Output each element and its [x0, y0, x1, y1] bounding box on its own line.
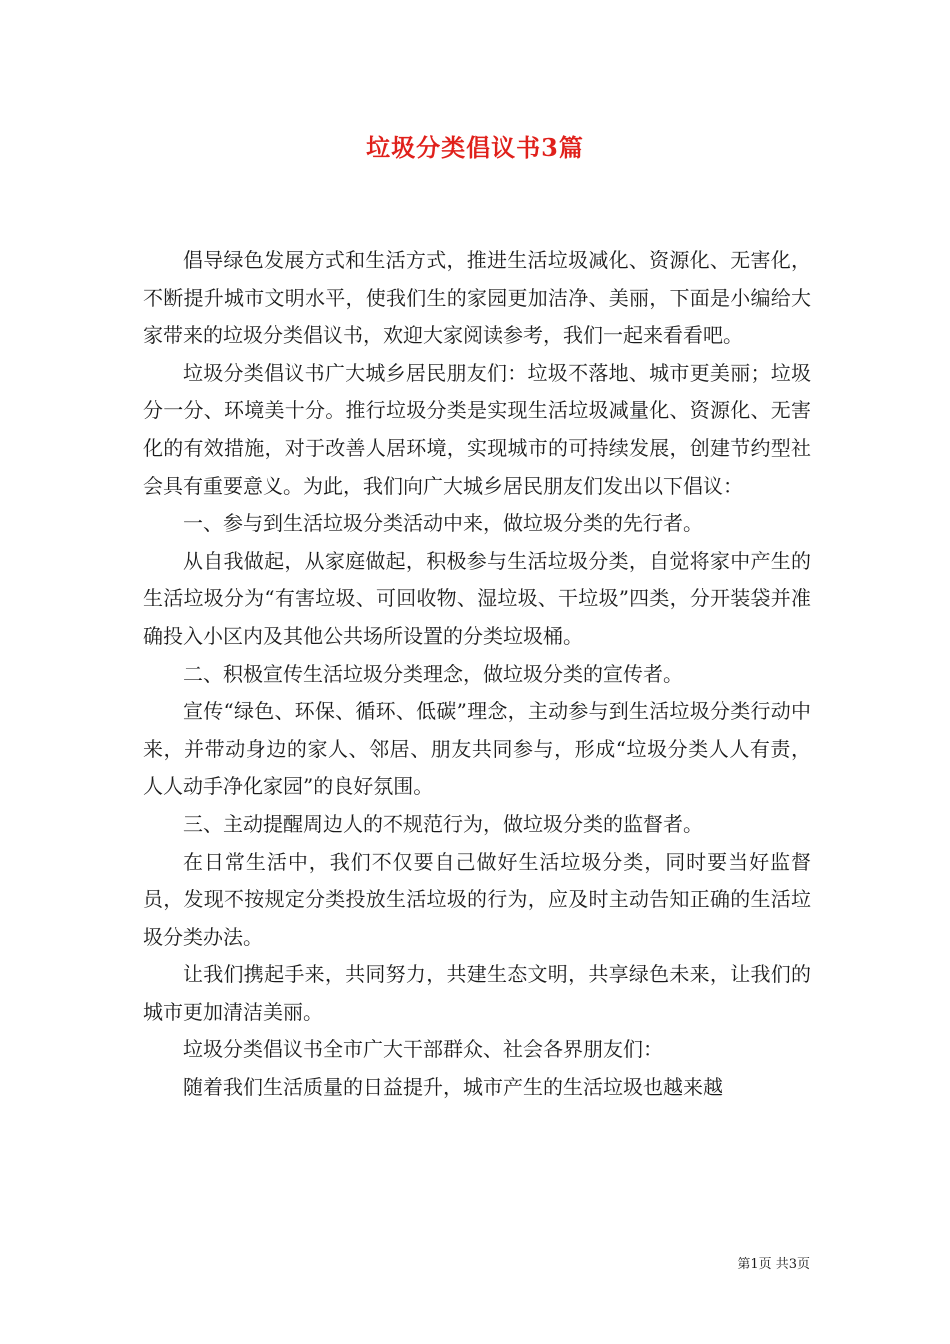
paragraph-heading-two: 二、积极宣传生活垃圾分类理念，做垃圾分类的宣传者。: [183, 661, 683, 686]
document-body: [143, 242, 811, 1107]
paragraph-heading-one: 一、参与到生活垃圾分类活动中来，做垃圾分类的先行者。: [183, 511, 703, 536]
paragraph-intro: 倡导绿色发展方式和生活方式，推进生活垃圾减化、资源化、无害化，不断提升城市文明水平，使我们生的家园更加洁净、美丽，下面是小编给大家带来的垃圾分类倡议书，欢迎大家阅读参考，我们一起来看看吧。: [143, 248, 811, 348]
page-number: 第1页 共3页: [737, 1257, 810, 1272]
paragraph-heading-three: 三、主动提醒周边人的不规范行为，做垃圾分类的监督者。: [183, 811, 703, 836]
paragraph-second-letter-greeting: 垃圾分类倡议书全市广大干部群众、社会各界朋友们：: [183, 1037, 663, 1062]
paragraph-proposal-opening: 垃圾分类倡议书广大城乡居民朋友们：垃圾不落地、城市更美丽；垃圾分一分、环境美十分。推行垃圾分类是实现生活垃圾减量化、资源化、无害化的有效措施，对于改善人居环境，实现城市的可持续发展，创建节约型社会具有重要意义。为此，我们向广大城乡居民朋友们发出以下倡议：: [143, 360, 811, 498]
paragraph-second-letter-body: 随着我们生活质量的日益提升，城市产生的生活垃圾也越来越: [183, 1075, 723, 1100]
paragraph-closing: 让我们携起手来，共同努力，共建生态文明，共享绿色未来，让我们的城市更加清洁美丽。: [143, 962, 811, 1024]
document-title: 垃圾分类倡议书3篇: [366, 133, 584, 162]
paragraph-detail-one: 从自我做起，从家庭做起，积极参与生活垃圾分类，自觉将家中产生的生活垃圾分为“有害垃圾、可回收物、湿垃圾、干垃圾”四类，分开装袋并准确投入小区内及其他公共场所设置的分类垃圾桶。: [143, 548, 811, 648]
paragraph-detail-three: 在日常生活中，我们不仅要自己做好生活垃圾分类，同时要当好监督员，发现不按规定分类投放生活垃圾的行为，应及时主动告知正确的生活垃圾分类办法。: [143, 849, 811, 949]
paragraph-detail-two: 宣传“绿色、环保、循环、低碳”理念，主动参与到生活垃圾分类行动中来，并带动身边的家人、邻居、朋友共同参与，形成“垃圾分类人人有责，人人动手净化家园”的良好氛围。: [143, 699, 811, 799]
